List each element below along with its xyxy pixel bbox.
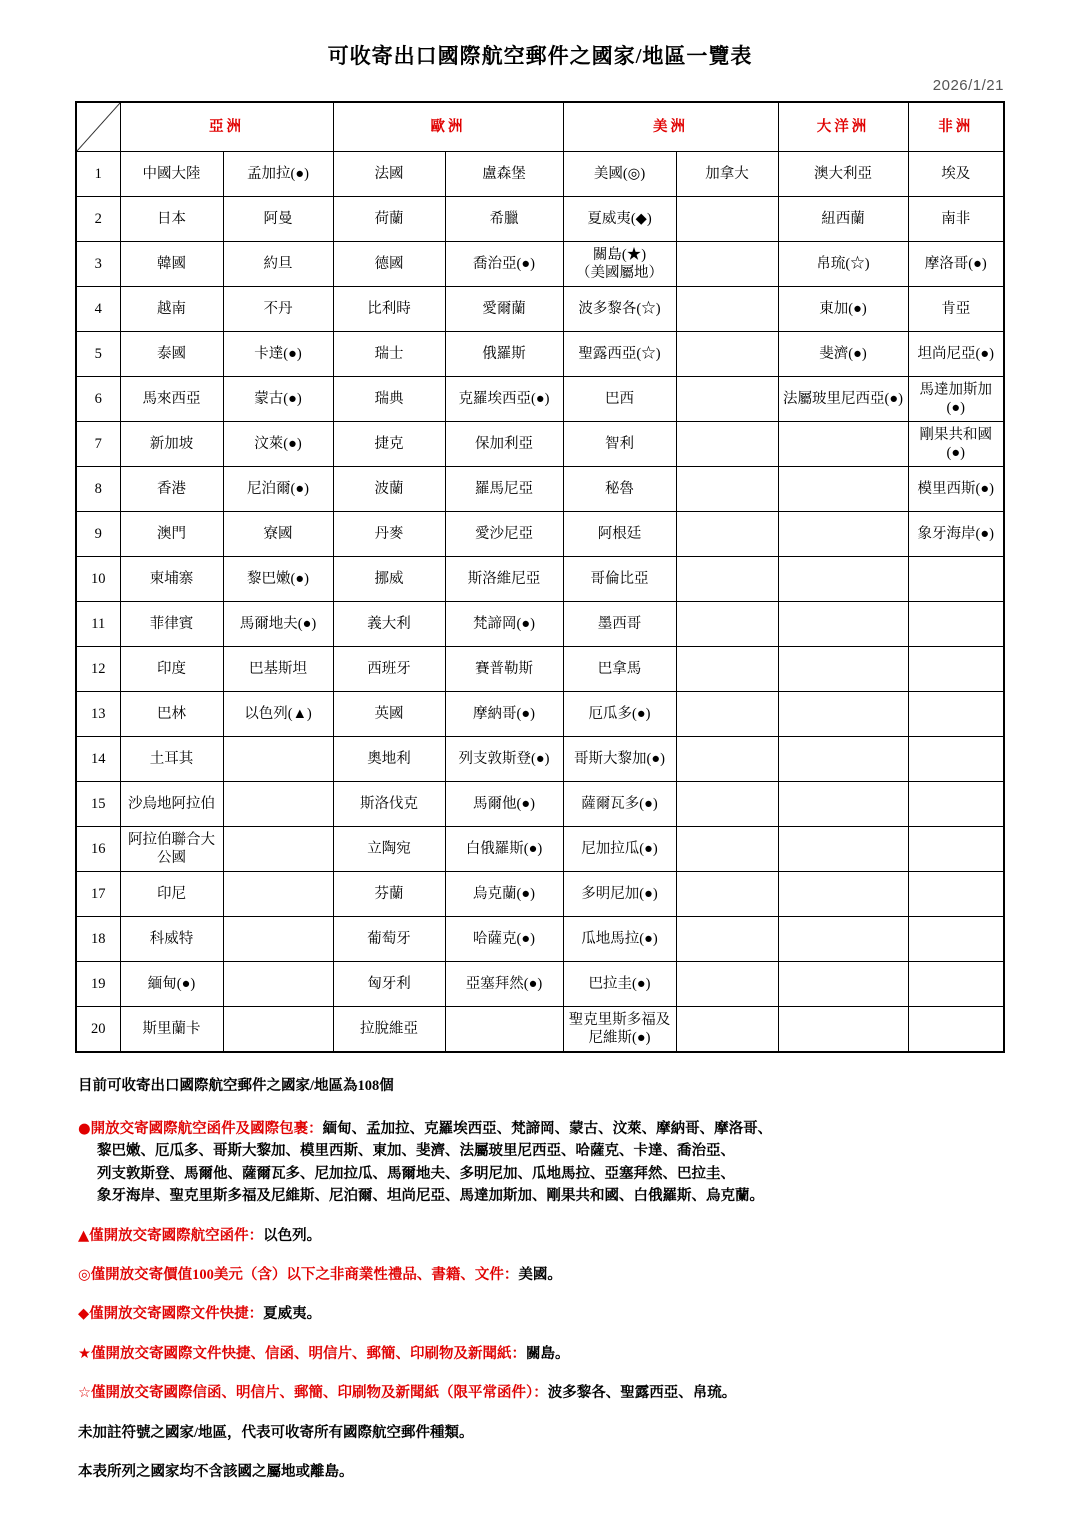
row-number: 2	[76, 197, 120, 242]
row-number: 9	[76, 512, 120, 557]
cell-americas-2	[676, 737, 778, 782]
column-header-americas: 美洲	[563, 102, 778, 152]
cell-asia-2	[223, 827, 333, 872]
cell-americas-2	[676, 287, 778, 332]
cell-europe-2	[445, 1007, 563, 1053]
cell-oceania	[778, 1007, 908, 1053]
cell-africa	[908, 872, 1004, 917]
cell-europe-1: 法國	[333, 152, 445, 197]
cell-americas-1: 美國(◎)	[563, 152, 676, 197]
cell-asia-1: 韓國	[120, 242, 223, 287]
cell-oceania	[778, 557, 908, 602]
note-circle-line1: 緬甸、孟加拉、克羅埃西亞、梵諦岡、蒙古、汶萊、摩納哥、摩洛哥、	[322, 1120, 773, 1137]
cell-americas-1: 波多黎各(☆)	[563, 287, 676, 332]
column-header-africa: 非洲	[908, 102, 1004, 152]
cell-asia-1: 印度	[120, 647, 223, 692]
cell-asia-2: 尼泊爾(●)	[223, 467, 333, 512]
cell-europe-1: 丹麥	[333, 512, 445, 557]
cell-americas-2	[676, 242, 778, 287]
cell-europe-2: 克羅埃西亞(●)	[445, 377, 563, 422]
cell-americas-1: 尼加拉瓜(●)	[563, 827, 676, 872]
filled-circle-icon: ●	[78, 1120, 91, 1137]
cell-americas-1: 薩爾瓦多(●)	[563, 782, 676, 827]
cell-africa	[908, 1007, 1004, 1053]
cell-americas-1: 哥斯大黎加(●)	[563, 737, 676, 782]
note-star-filled-value: 關島。	[526, 1345, 570, 1362]
cell-europe-2: 梵諦岡(●)	[445, 602, 563, 647]
cell-europe-1: 瑞士	[333, 332, 445, 377]
cell-africa	[908, 782, 1004, 827]
cell-europe-2: 保加利亞	[445, 422, 563, 467]
cell-africa: 肯亞	[908, 287, 1004, 332]
note-double-circle	[78, 1264, 1018, 1286]
filled-diamond-icon: ◆	[78, 1306, 90, 1323]
table-row	[76, 557, 1004, 602]
row-number: 16	[76, 827, 120, 872]
cell-asia-1: 香港	[120, 467, 223, 512]
cell-oceania	[778, 512, 908, 557]
cell-americas-2: 加拿大	[676, 152, 778, 197]
cell-europe-1: 立陶宛	[333, 827, 445, 872]
table-row	[76, 467, 1004, 512]
cell-europe-1: 西班牙	[333, 647, 445, 692]
cell-americas-2	[676, 422, 778, 467]
note-circle-heading: 開放交寄國際航空函件及國際包裹：	[90, 1120, 323, 1137]
cell-oceania	[778, 647, 908, 692]
note-footer-territories: 本表所列之國家均不含該國之屬地或離島。	[78, 1464, 354, 1481]
table-row	[76, 422, 1004, 467]
table-row	[76, 512, 1004, 557]
cell-europe-1: 拉脫維亞	[333, 1007, 445, 1053]
note-triangle-value: 以色列。	[263, 1227, 322, 1244]
cell-europe-2: 盧森堡	[445, 152, 563, 197]
cell-africa: 模里西斯(●)	[908, 467, 1004, 512]
cell-americas-2	[676, 512, 778, 557]
cell-africa	[908, 737, 1004, 782]
filled-star-icon: ★	[78, 1345, 91, 1362]
row-number: 8	[76, 467, 120, 512]
cell-africa	[908, 647, 1004, 692]
cell-asia-1: 阿拉伯聯合大公國	[120, 827, 223, 872]
row-number: 6	[76, 377, 120, 422]
table-row	[76, 377, 1004, 422]
note-diamond-value: 夏威夷。	[263, 1306, 322, 1323]
row-number: 20	[76, 1007, 120, 1053]
note-circle-line3: 列支敦斯登、馬爾他、薩爾瓦多、尼加拉瓜、馬爾地夫、多明尼加、瓜地馬拉、亞塞拜然、巴拉圭、	[97, 1165, 735, 1182]
row-number: 13	[76, 692, 120, 737]
column-header-europe: 歐洲	[333, 102, 563, 152]
cell-oceania	[778, 602, 908, 647]
cell-europe-2: 希臘	[445, 197, 563, 242]
country-region-table	[75, 101, 1005, 1053]
cell-asia-1: 越南	[120, 287, 223, 332]
cell-europe-2: 列支敦斯登(●)	[445, 737, 563, 782]
cell-asia-2: 蒙古(●)	[223, 377, 333, 422]
table-row	[76, 872, 1004, 917]
cell-americas-1: 關島(★) （美國屬地）	[563, 242, 676, 287]
table-row	[76, 242, 1004, 287]
cell-europe-1: 瑞典	[333, 377, 445, 422]
cell-asia-1: 中國大陸	[120, 152, 223, 197]
row-number: 12	[76, 647, 120, 692]
cell-americas-2	[676, 332, 778, 377]
cell-africa	[908, 602, 1004, 647]
cell-americas-2	[676, 872, 778, 917]
cell-europe-2: 亞塞拜然(●)	[445, 962, 563, 1007]
table-row	[76, 197, 1004, 242]
cell-asia-2: 汶萊(●)	[223, 422, 333, 467]
cell-americas-2	[676, 1007, 778, 1053]
cell-europe-2: 摩納哥(●)	[445, 692, 563, 737]
cell-africa	[908, 557, 1004, 602]
cell-americas-2	[676, 782, 778, 827]
note-footer-unmarked: 未加註符號之國家/地區，代表可收寄所有國際航空郵件種類。	[78, 1424, 474, 1441]
corner-diagonal-cell	[76, 102, 120, 152]
cell-asia-2	[223, 782, 333, 827]
table-body	[76, 152, 1004, 1053]
cell-americas-1: 瓜地馬拉(●)	[563, 917, 676, 962]
cell-americas-2	[676, 917, 778, 962]
cell-oceania	[778, 692, 908, 737]
cell-africa: 南非	[908, 197, 1004, 242]
cell-asia-1: 科威特	[120, 917, 223, 962]
cell-americas-1: 聖克里斯多福及尼維斯(●)	[563, 1007, 676, 1053]
cell-asia-1: 新加坡	[120, 422, 223, 467]
cell-americas-2	[676, 647, 778, 692]
cell-asia-2: 不丹	[223, 287, 333, 332]
cell-americas-1: 哥倫比亞	[563, 557, 676, 602]
cell-asia-2: 馬爾地夫(●)	[223, 602, 333, 647]
cell-africa	[908, 962, 1004, 1007]
cell-europe-2: 斯洛維尼亞	[445, 557, 563, 602]
cell-americas-1: 夏威夷(◆)	[563, 197, 676, 242]
cell-oceania	[778, 962, 908, 1007]
row-number: 17	[76, 872, 120, 917]
cell-americas-1: 秘魯	[563, 467, 676, 512]
cell-americas-1: 厄瓜多(●)	[563, 692, 676, 737]
cell-americas-1: 巴拿馬	[563, 647, 676, 692]
table-row	[76, 782, 1004, 827]
note-circle	[78, 1118, 1018, 1208]
cell-oceania: 東加(●)	[778, 287, 908, 332]
cell-asia-2	[223, 1007, 333, 1053]
cell-asia-2	[223, 872, 333, 917]
row-number: 10	[76, 557, 120, 602]
cell-europe-1: 芬蘭	[333, 872, 445, 917]
cell-oceania: 斐濟(●)	[778, 332, 908, 377]
cell-africa: 剛果共和國(●)	[908, 422, 1004, 467]
row-number: 1	[76, 152, 120, 197]
column-header-oceania: 大洋洲	[778, 102, 908, 152]
note-double-circle-heading: 僅開放交寄價值100美元（含）以下之非商業性禮品、書籍、文件：	[90, 1267, 519, 1283]
table-row	[76, 827, 1004, 872]
row-number: 15	[76, 782, 120, 827]
cell-americas-2	[676, 377, 778, 422]
cell-americas-1: 阿根廷	[563, 512, 676, 557]
cell-americas-1: 巴拉圭(●)	[563, 962, 676, 1007]
cell-asia-1: 斯里蘭卡	[120, 1007, 223, 1053]
cell-oceania	[778, 917, 908, 962]
cell-asia-2: 阿曼	[223, 197, 333, 242]
row-number: 14	[76, 737, 120, 782]
cell-americas-2	[676, 602, 778, 647]
cell-americas-1: 聖露西亞(☆)	[563, 332, 676, 377]
table-row	[76, 737, 1004, 782]
table-row	[76, 602, 1004, 647]
cell-asia-2: 卡達(●)	[223, 332, 333, 377]
cell-asia-1: 泰國	[120, 332, 223, 377]
note-star-open-value: 波多黎各、聖露西亞、帛琉。	[547, 1385, 737, 1402]
cell-europe-2: 喬治亞(●)	[445, 242, 563, 287]
cell-europe-1: 荷蘭	[333, 197, 445, 242]
cell-asia-2	[223, 737, 333, 782]
note-circle-line4: 象牙海岸、聖克里斯多福及尼維斯、尼泊爾、坦尚尼亞、馬達加斯加、剛果共和國、白俄羅斯、烏克蘭。	[97, 1188, 764, 1205]
cell-africa: 坦尚尼亞(●)	[908, 332, 1004, 377]
cell-europe-1: 葡萄牙	[333, 917, 445, 962]
cell-americas-1: 墨西哥	[563, 602, 676, 647]
cell-asia-1: 緬甸(●)	[120, 962, 223, 1007]
table-row	[76, 647, 1004, 692]
table-row	[76, 917, 1004, 962]
cell-asia-1: 印尼	[120, 872, 223, 917]
cell-oceania: 帛琉(☆)	[778, 242, 908, 287]
cell-oceania	[778, 737, 908, 782]
cell-asia-1: 沙烏地阿拉伯	[120, 782, 223, 827]
row-number: 18	[76, 917, 120, 962]
cell-europe-1: 英國	[333, 692, 445, 737]
cell-asia-2: 寮國	[223, 512, 333, 557]
note-star-filled-heading: 僅開放交寄國際文件快捷、信函、明信片、郵簡、印刷物及新聞紙：	[91, 1345, 526, 1362]
cell-africa	[908, 917, 1004, 962]
cell-oceania: 紐西蘭	[778, 197, 908, 242]
cell-americas-2	[676, 197, 778, 242]
note-star-filled	[78, 1343, 1018, 1365]
cell-americas-2	[676, 827, 778, 872]
table-row	[76, 152, 1004, 197]
note-diamond-heading: 僅開放交寄國際文件快捷：	[89, 1306, 264, 1323]
cell-europe-2: 哈薩克(●)	[445, 917, 563, 962]
cell-europe-1: 斯洛伐克	[333, 782, 445, 827]
cell-asia-2: 以色列(▲)	[223, 692, 333, 737]
cell-asia-1: 馬來西亞	[120, 377, 223, 422]
cell-americas-2	[676, 692, 778, 737]
note-triangle	[78, 1225, 1018, 1247]
cell-americas-2	[676, 557, 778, 602]
cell-americas-2	[676, 467, 778, 512]
note-star-open	[78, 1382, 1018, 1404]
cell-europe-1: 義大利	[333, 602, 445, 647]
row-number: 11	[76, 602, 120, 647]
cell-asia-2	[223, 962, 333, 1007]
cell-oceania	[778, 782, 908, 827]
cell-asia-1: 日本	[120, 197, 223, 242]
cell-europe-1: 比利時	[333, 287, 445, 332]
cell-asia-2	[223, 917, 333, 962]
cell-europe-2: 馬爾他(●)	[445, 782, 563, 827]
cell-europe-2: 俄羅斯	[445, 332, 563, 377]
table-row	[76, 962, 1004, 1007]
cell-europe-1: 波蘭	[333, 467, 445, 512]
cell-europe-1: 挪威	[333, 557, 445, 602]
row-number: 19	[76, 962, 120, 1007]
note-double-circle-value: 美國。	[518, 1267, 562, 1283]
cell-asia-1: 澳門	[120, 512, 223, 557]
cell-europe-1: 德國	[333, 242, 445, 287]
cell-africa	[908, 692, 1004, 737]
cell-europe-2: 白俄羅斯(●)	[445, 827, 563, 872]
cell-europe-1: 匈牙利	[333, 962, 445, 1007]
cell-asia-1: 巴林	[120, 692, 223, 737]
cell-asia-1: 土耳其	[120, 737, 223, 782]
cell-americas-2	[676, 962, 778, 1007]
row-number: 4	[76, 287, 120, 332]
document-date: 2026/1/21	[932, 77, 1004, 95]
cell-europe-2: 羅馬尼亞	[445, 467, 563, 512]
note-diamond	[78, 1303, 1018, 1325]
table-row	[76, 332, 1004, 377]
cell-asia-2: 巴基斯坦	[223, 647, 333, 692]
note-total-count: 目前可收寄出口國際航空郵件之國家/地區為108個	[78, 1078, 394, 1095]
cell-africa: 埃及	[908, 152, 1004, 197]
cell-americas-1: 智利	[563, 422, 676, 467]
cell-oceania	[778, 827, 908, 872]
cell-americas-1: 多明尼加(●)	[563, 872, 676, 917]
note-circle-line2: 黎巴嫩、厄瓜多、哥斯大黎加、模里西斯、東加、斐濟、法屬玻里尼西亞、哈薩克、卡達、喬治亞、	[97, 1143, 735, 1160]
cell-europe-2: 愛爾蘭	[445, 287, 563, 332]
filled-triangle-icon: ▲	[78, 1227, 90, 1244]
row-number: 7	[76, 422, 120, 467]
cell-oceania	[778, 422, 908, 467]
table-row	[76, 1007, 1004, 1053]
cell-europe-2: 烏克蘭(●)	[445, 872, 563, 917]
double-circle-icon: ◎	[78, 1267, 91, 1283]
table-row	[76, 287, 1004, 332]
cell-asia-1: 菲律賓	[120, 602, 223, 647]
open-star-icon: ☆	[78, 1385, 91, 1402]
cell-africa: 象牙海岸(●)	[908, 512, 1004, 557]
cell-europe-1: 奧地利	[333, 737, 445, 782]
note-triangle-heading: 僅開放交寄國際航空函件：	[89, 1227, 264, 1244]
cell-oceania	[778, 467, 908, 512]
cell-asia-1: 柬埔寨	[120, 557, 223, 602]
column-header-asia: 亞洲	[120, 102, 333, 152]
cell-europe-1: 捷克	[333, 422, 445, 467]
row-number: 3	[76, 242, 120, 287]
cell-oceania: 法屬玻里尼西亞(●)	[778, 377, 908, 422]
cell-americas-1: 巴西	[563, 377, 676, 422]
cell-asia-2: 孟加拉(●)	[223, 152, 333, 197]
cell-europe-2: 賽普勒斯	[445, 647, 563, 692]
cell-africa	[908, 827, 1004, 872]
cell-africa: 馬達加斯加(●)	[908, 377, 1004, 422]
notes-section	[78, 1075, 1018, 1484]
row-number: 5	[76, 332, 120, 377]
cell-asia-2: 黎巴嫩(●)	[223, 557, 333, 602]
table-header-row	[76, 102, 1004, 152]
cell-asia-2: 約旦	[223, 242, 333, 287]
cell-europe-2: 愛沙尼亞	[445, 512, 563, 557]
page-title: 可收寄出口國際航空郵件之國家/地區一覽表	[327, 44, 753, 68]
table-row	[76, 692, 1004, 737]
note-star-open-heading: 僅開放交寄國際信函、明信片、郵簡、印刷物及新聞紙（限平常函件）：	[91, 1385, 548, 1402]
cell-oceania: 澳大利亞	[778, 152, 908, 197]
cell-africa: 摩洛哥(●)	[908, 242, 1004, 287]
cell-oceania	[778, 872, 908, 917]
